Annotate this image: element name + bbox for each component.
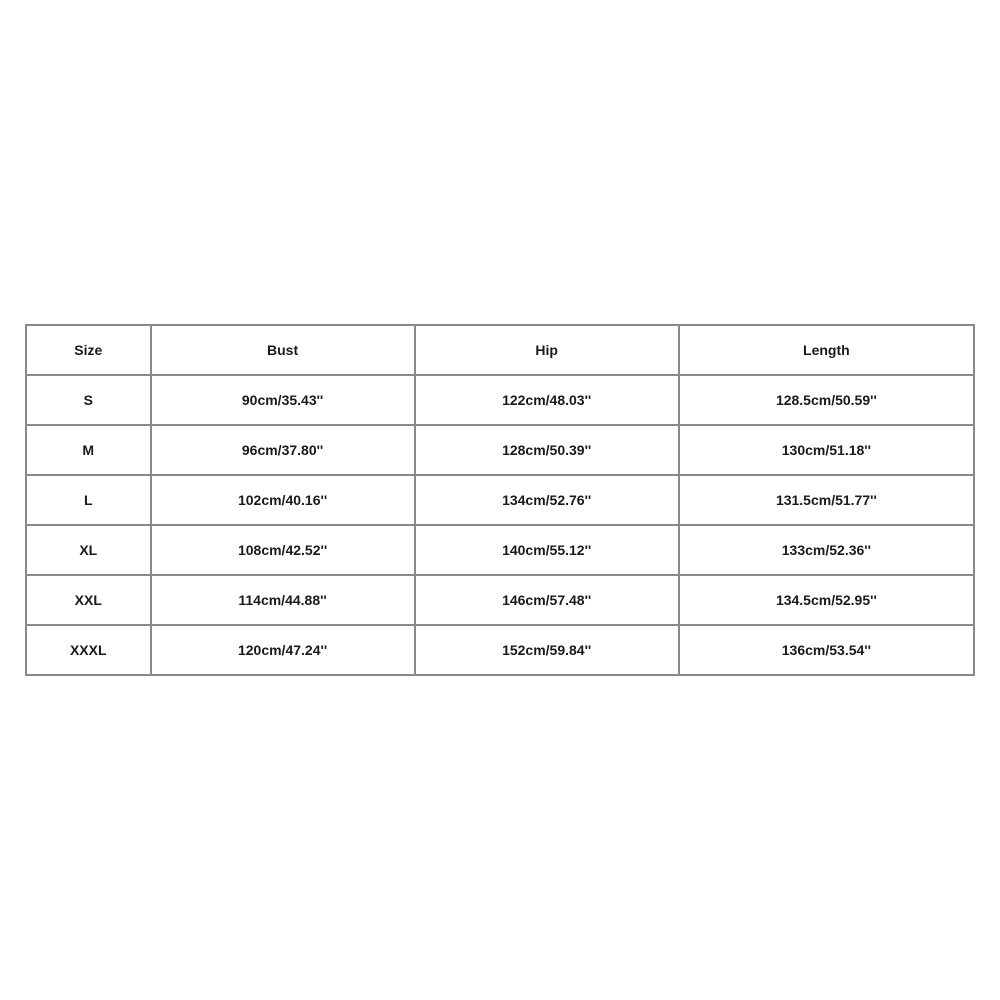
- cell-size: L: [26, 475, 151, 525]
- cell-length: 133cm/52.36'': [679, 525, 974, 575]
- table-row: [26, 475, 974, 525]
- cell-hip: 140cm/55.12'': [415, 525, 679, 575]
- cell-hip: 134cm/52.76'': [415, 475, 679, 525]
- cell-size: XL: [26, 525, 151, 575]
- cell-hip: 128cm/50.39'': [415, 425, 679, 475]
- cell-bust: 96cm/37.80'': [151, 425, 415, 475]
- cell-hip: 146cm/57.48'': [415, 575, 679, 625]
- table-header-row: [26, 325, 974, 375]
- table-row: [26, 375, 974, 425]
- header-size: Size: [26, 325, 151, 375]
- cell-bust: 120cm/47.24'': [151, 625, 415, 675]
- cell-bust: 102cm/40.16'': [151, 475, 415, 525]
- cell-bust: 114cm/44.88'': [151, 575, 415, 625]
- header-bust: Bust: [151, 325, 415, 375]
- table-row: [26, 425, 974, 475]
- table-row: [26, 625, 974, 675]
- cell-hip: 152cm/59.84'': [415, 625, 679, 675]
- cell-size: XXXL: [26, 625, 151, 675]
- cell-bust: 90cm/35.43'': [151, 375, 415, 425]
- header-hip: Hip: [415, 325, 679, 375]
- cell-length: 131.5cm/51.77'': [679, 475, 974, 525]
- cell-bust: 108cm/42.52'': [151, 525, 415, 575]
- cell-length: 134.5cm/52.95'': [679, 575, 974, 625]
- cell-length: 128.5cm/50.59'': [679, 375, 974, 425]
- table-row: [26, 525, 974, 575]
- cell-size: M: [26, 425, 151, 475]
- cell-size: S: [26, 375, 151, 425]
- cell-size: XXL: [26, 575, 151, 625]
- table-row: [26, 575, 974, 625]
- cell-hip: 122cm/48.03'': [415, 375, 679, 425]
- header-length: Length: [679, 325, 974, 375]
- cell-length: 136cm/53.54'': [679, 625, 974, 675]
- size-chart-table: [25, 324, 975, 676]
- cell-length: 130cm/51.18'': [679, 425, 974, 475]
